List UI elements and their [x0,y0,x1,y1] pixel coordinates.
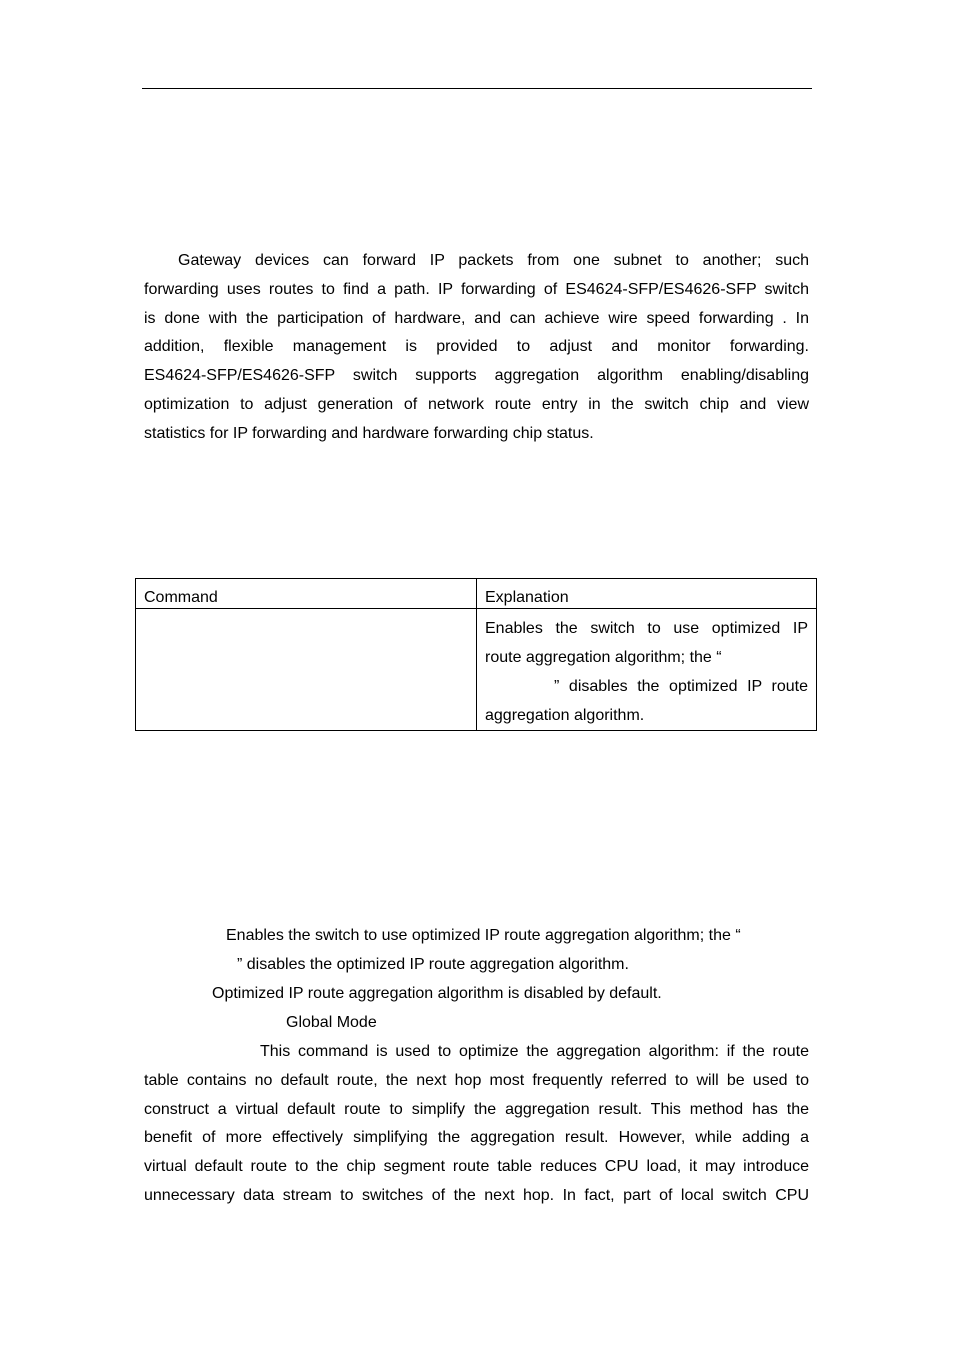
function-text: Enables the switch to use optimized IP route aggregation algorithm; the “ [226,927,741,944]
header-explanation: Explanation [485,589,569,606]
intro-line: Gateway devices can forward IP packets from one subnet to another; such [178,252,809,269]
table-header-row [136,579,817,609]
usage-line: table contains no default route, the next hop most frequently referred to will be used to [144,1072,809,1089]
default-text: Optimized IP route aggregation algorithm is disabled by default. [212,985,662,1002]
usage-line: construct a virtual default route to simplify the aggregation result. This method has the [144,1101,809,1118]
usage-line: This command is used to optimize the aggregation algorithm: if the route [260,1043,809,1060]
explanation-line: aggregation algorithm. [485,707,645,724]
row-command-cell [136,609,477,731]
header-command: Command [144,589,218,606]
explanation-line: route aggregation algorithm; the “ [485,649,722,666]
intro-line: optimization to adjust generation of network route entry in the switch chip and view [144,396,809,413]
intro-line: is done with the participation of hardware, and can achieve wire speed forwarding . In [144,310,809,327]
header-rule [142,88,812,89]
header-command-cell [136,579,477,609]
intro-line: addition, flexible management is provided to adjust and monitor forwarding. [144,338,809,355]
explanation-line: Enables the switch to use optimized IP [485,620,808,637]
intro-line: statistics for IP forwarding and hardware forwarding chip status. [144,425,594,442]
row-explanation-cell [477,609,817,731]
header-explanation-cell [477,579,817,609]
usage-line: unnecessary data stream to switches of the next hop. In fact, part of local switch CPU [144,1187,809,1204]
command-table [135,578,817,731]
usage-line: virtual default route to the chip segment route table reduces CPU load, it may introduce [144,1158,809,1175]
function-text: ” disables the optimized IP route aggregation algorithm. [237,956,629,973]
intro-line: forwarding uses routes to find a path. IP forwarding of ES4624-SFP/ES4626-SFP switch [144,281,809,298]
intro-line: ES4624-SFP/ES4626-SFP switch supports aggregation algorithm enabling/disabling [144,367,809,384]
usage-line: benefit of more effectively simplifying the aggregation result. However, while adding a [144,1129,809,1146]
mode-text: Global Mode [286,1014,377,1031]
table-row [136,609,817,731]
explanation-line: ” disables the optimized IP route [554,678,808,695]
